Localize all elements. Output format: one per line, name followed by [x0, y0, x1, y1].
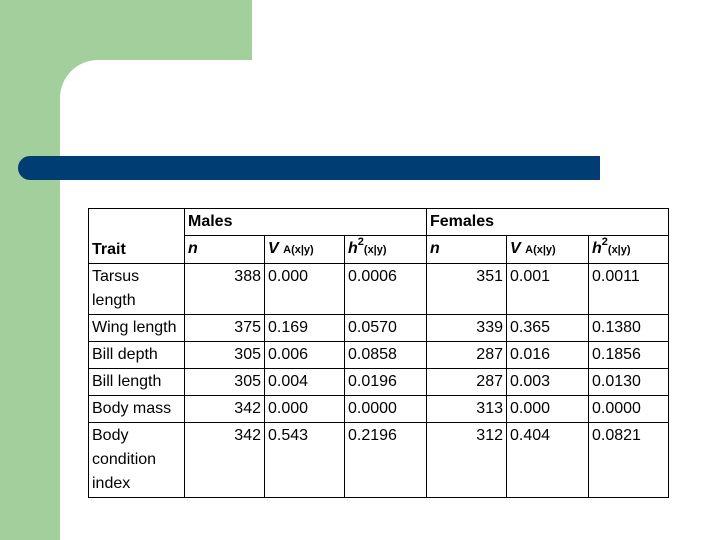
- group-header-row: [89, 209, 669, 236]
- females-va-cell: 0.001: [507, 264, 589, 315]
- males-va-cell: 0.004: [265, 369, 345, 396]
- males-h-cell: 0.0006: [345, 264, 427, 315]
- table-row: [89, 264, 669, 315]
- males-n-cell: 375: [185, 315, 265, 342]
- va-label: V: [268, 240, 279, 257]
- h-sub-label: (x|y): [607, 244, 631, 256]
- slide-top-area: [252, 0, 720, 60]
- trait-header-label: Trait: [92, 241, 126, 258]
- trait-cell: Wing length: [89, 315, 185, 342]
- h-sup-label: 2: [357, 236, 364, 248]
- males-va-cell: 0.006: [265, 342, 345, 369]
- males-n-cell: 388: [185, 264, 265, 315]
- table-row: [89, 396, 669, 423]
- trait-cell: Tarsus length: [89, 264, 185, 315]
- males-va-cell: 0.000: [265, 264, 345, 315]
- males-va-cell: 0.000: [265, 396, 345, 423]
- females-va-cell: 0.016: [507, 342, 589, 369]
- males-h-cell: 0.0570: [345, 315, 427, 342]
- h-sub-label: (x|y): [363, 244, 387, 256]
- h-sup-label: 2: [601, 236, 608, 248]
- females-va-cell: 0.365: [507, 315, 589, 342]
- table-row: [89, 423, 669, 498]
- males-h-header: [345, 236, 427, 264]
- females-h-cell: 0.1380: [589, 315, 669, 342]
- males-n-cell: 305: [185, 342, 265, 369]
- females-n-cell: 312: [427, 423, 507, 498]
- females-h-cell: 0.0000: [589, 396, 669, 423]
- va-sub-label: A(x|y): [283, 244, 314, 256]
- females-h-header: [589, 236, 669, 264]
- females-n-cell: 313: [427, 396, 507, 423]
- va-sub-label: A(x|y): [525, 244, 556, 256]
- males-va-cell: 0.169: [265, 315, 345, 342]
- title-bar: [18, 156, 600, 180]
- column-header-row: [89, 236, 669, 264]
- table-row: [89, 315, 669, 342]
- h-label: h: [592, 240, 602, 257]
- females-va-cell: 0.003: [507, 369, 589, 396]
- table-row: [89, 342, 669, 369]
- females-va-cell: 0.000: [507, 396, 589, 423]
- heritability-table: [88, 208, 669, 498]
- males-n-cell: 305: [185, 369, 265, 396]
- trait-cell: Bill length: [89, 369, 185, 396]
- males-h-cell: 0.0858: [345, 342, 427, 369]
- females-va-header: [507, 236, 589, 264]
- females-h-cell: 0.1856: [589, 342, 669, 369]
- males-h-cell: 0.0196: [345, 369, 427, 396]
- females-h-cell: 0.0011: [589, 264, 669, 315]
- background-green-tab: [0, 0, 252, 60]
- males-h-cell: 0.0000: [345, 396, 427, 423]
- trait-header-blank: [89, 209, 185, 236]
- trait-cell: Bill depth: [89, 342, 185, 369]
- females-va-cell: 0.404: [507, 423, 589, 498]
- n-label: n: [430, 240, 440, 257]
- females-header: Females: [427, 209, 669, 236]
- males-va-cell: 0.543: [265, 423, 345, 498]
- males-h-cell: 0.2196: [345, 423, 427, 498]
- males-n-cell: 342: [185, 423, 265, 498]
- n-label: n: [188, 240, 198, 257]
- males-n-cell: 342: [185, 396, 265, 423]
- trait-cell: Body condition index: [89, 423, 185, 498]
- females-n-cell: 339: [427, 315, 507, 342]
- males-header: Males: [185, 209, 427, 236]
- table-row: [89, 369, 669, 396]
- females-h-cell: 0.0821: [589, 423, 669, 498]
- females-n-cell: 287: [427, 342, 507, 369]
- males-va-header: [265, 236, 345, 264]
- females-n-header: [427, 236, 507, 264]
- h-label: h: [348, 240, 358, 257]
- females-n-cell: 287: [427, 369, 507, 396]
- trait-header: [89, 236, 185, 264]
- females-h-cell: 0.0130: [589, 369, 669, 396]
- va-label: V: [510, 240, 521, 257]
- trait-cell: Body mass: [89, 396, 185, 423]
- females-n-cell: 351: [427, 264, 507, 315]
- males-n-header: [185, 236, 265, 264]
